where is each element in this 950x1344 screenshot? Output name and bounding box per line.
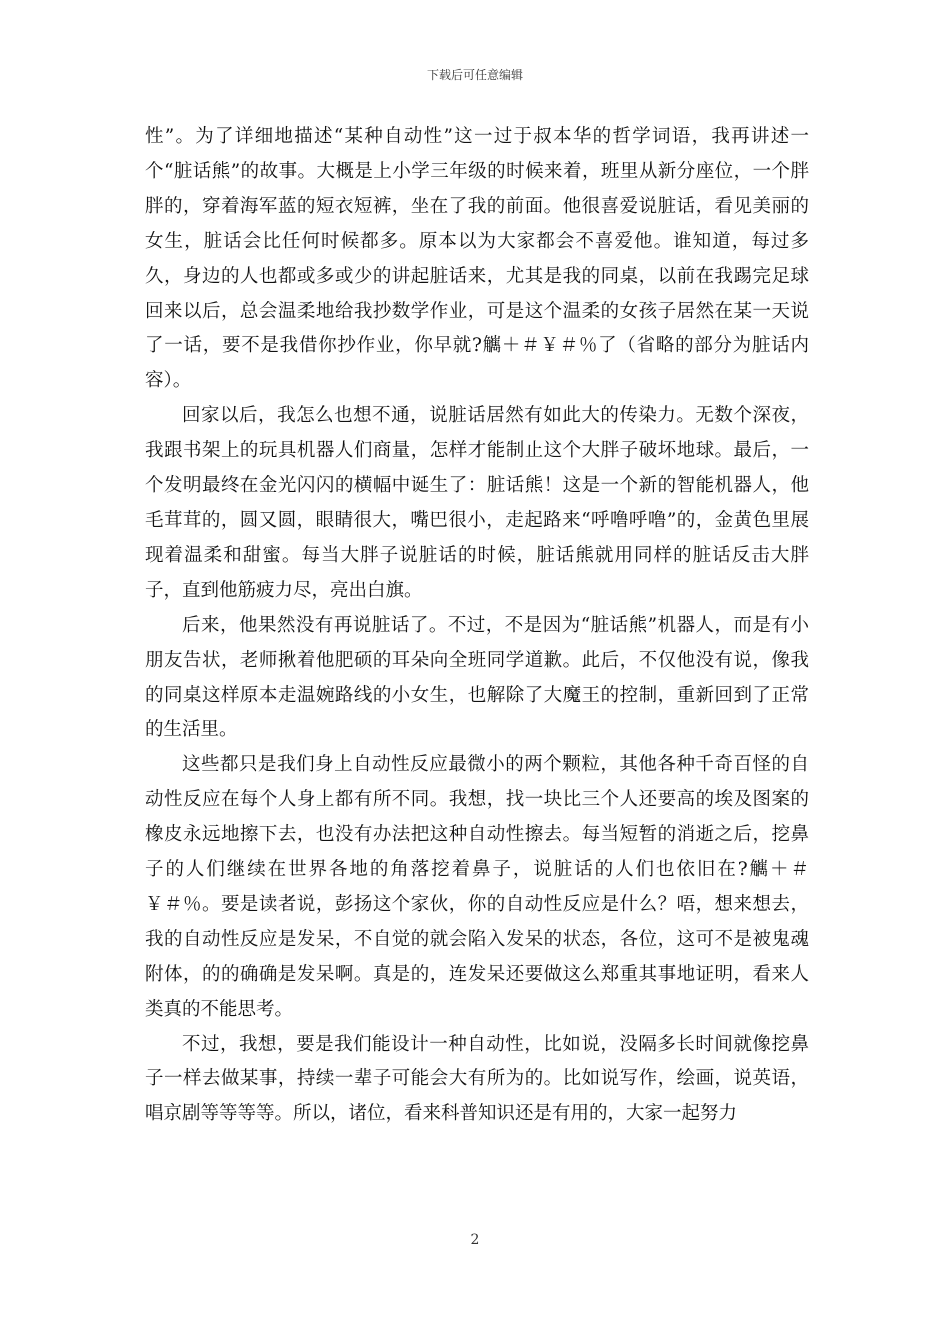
paragraph: 后来，他果然没有再说脏话了。不过，不是因为“脏话熊”机器人，而是有小朋友告状，老师揪着他肥硕的耳朵向全班同学道歉。此后，不仅他没有说，像我的同桌这样原本走温婉路线的小女生，也解除了大魔王的控制，重新回到了正常的生活里。: [145, 614, 809, 741]
paragraph: 回家以后，我怎么也想不通，说脏话居然有如此大的传染力。无数个深夜，我跟书架上的玩具机器人们商量，怎样才能制止这个大胖子破坏地球。最后，一个发明最终在金光闪闪的横幅中诞生了：脏话熊！这是一个新的智能机器人，他毛茸茸的，圆又圆，眼睛很大，嘴巴很小，走起路来“呼噜呼噜”的，金黄色里展现着温柔和甜蜜。每当大胖子说脏话的时候，脏话熊就用同样的脏话反击大胖子，直到他筋疲力尽，亮出白旗。: [145, 405, 809, 601]
paragraph-continued: 性”。为了详细地描述“某种自动性”这一过于叔本华的哲学词语，我再讲述一个“脏话熊”的故事。大概是上小学三年级的时候来着，班里从新分座位，一个胖胖的，穿着海军蓝的短衣短裤，坐在了我的前面。他很喜爱说脏话，看见美丽的女生，脏话会比任何时候都多。原本以为大家都会不喜爱他。谁知道，每过多久，身边的人也都或多或少的讲起脏话来，尤其是我的同桌，以前在我踢完足球回来以后，总会温柔地给我抄数学作业，可是这个温柔的女孩子居然在某一天说了一话，要不是我借你抄作业，你早就?觽＋＃￥＃％了（省略的部分为脏话内容）。: [145, 126, 809, 392]
document-body: [145, 120, 809, 1132]
page-number: 2: [470, 1232, 480, 1248]
paragraph: 这些都只是我们身上自动性反应最微小的两个颗粒，其他各种千奇百怪的自动性反应在每个人身上都有所不同。我想，找一块比三个人还要高的埃及图案的橡皮永远地擦下去，也没有办法把这种自动性擦去。每当短暂的消逝之后，挖鼻子的人们继续在世界各地的角落挖着鼻子，说脏话的人们也依旧在?觽＋＃￥＃％。要是读者说，彭扬这个家伙，你的自动性反应是什么？唔，想来想去，我的自动性反应是发呆，不自觉的就会陷入发呆的状态，各位，这可不是被鬼魂附体，的的确确是发呆啊。真是的，连发呆还要做这么郑重其事地证明，看来人类真的不能思考。: [145, 754, 809, 1020]
paragraph: 不过，我想，要是我们能设计一种自动性，比如说，没隔多长时间就像挖鼻子一样去做某事，持续一辈子可能会大有所为的。比如说写作，绘画，说英语，唱京剧等等等等。所以，诸位，看来科普知识还是有用的，大家一起努力: [145, 1033, 809, 1125]
page-header: 下载后可任意编辑: [426, 68, 523, 82]
